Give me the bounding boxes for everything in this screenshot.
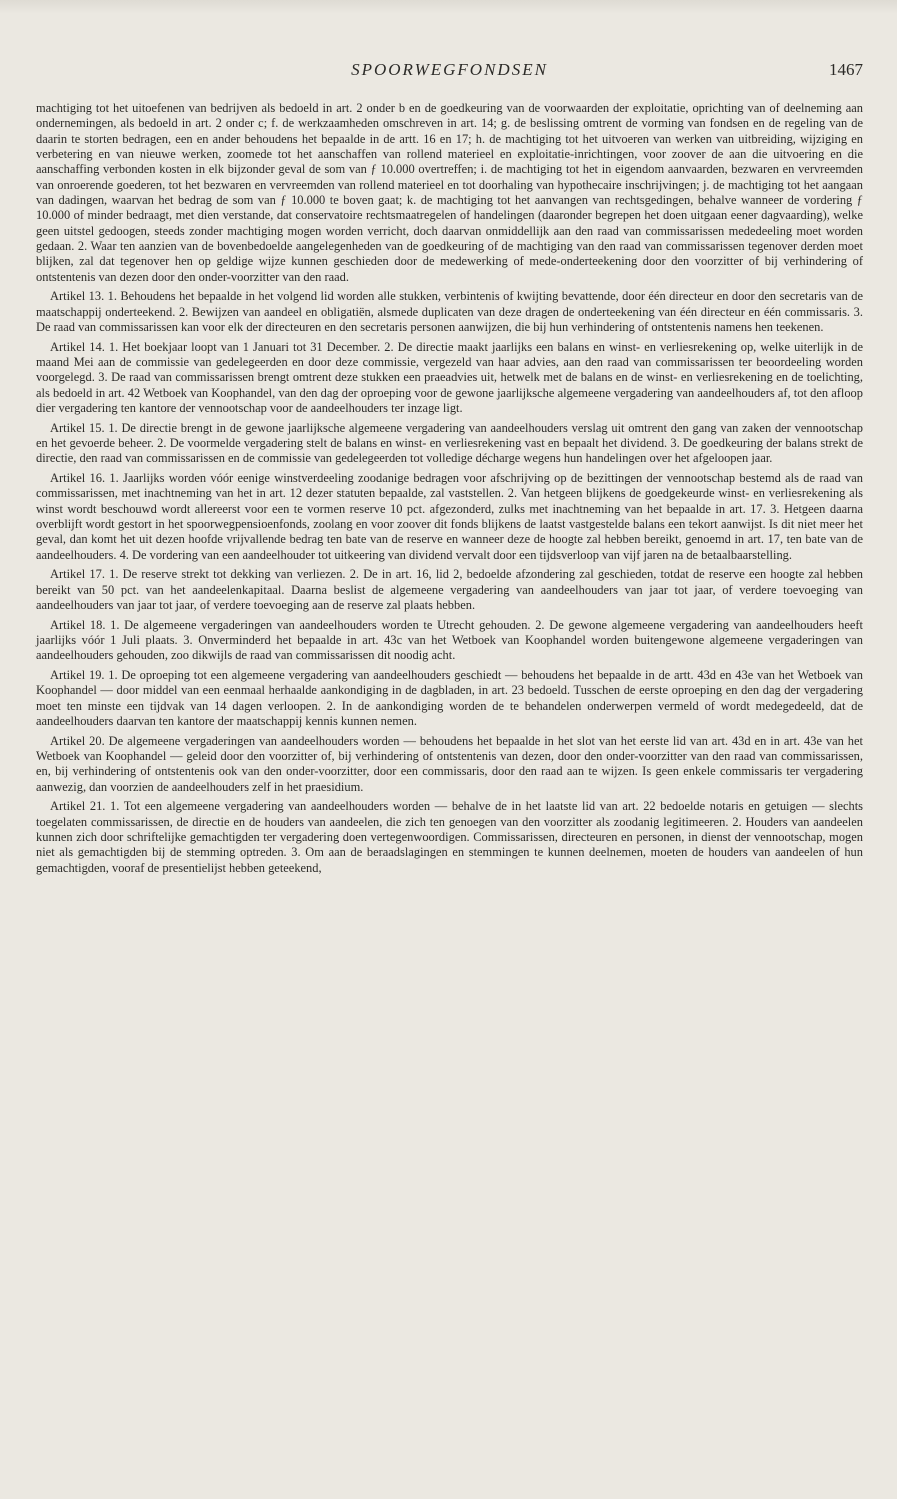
paragraph-artikel-21: Artikel 21. 1. Tot een algemeene vergadering van aandeelhouders worden — behalve de in het laatste lid van art. 22 bedoelde notaris en getuigen — slechts toegelaten commissarissen, de directie en de houders van aandeelen, die zich ten genoegen van den voorzitter als zoodanig legitimeeren. 2. Houders van aandeelen kunnen zich door schriftelijke gemachtigden ter vergadering doen vertegenwoordigen. Commissarissen, directeuren en personen, in dienst der vennootschap, mogen niet als gemachtigden bij de stemming optreden. 3. Om aan de beraadslagingen en stemmingen te kunnen deelnemen, moeten de houders van aandeelen of hun gemachtigden, vooraf de presentielijst hebben geteekend, — [36, 799, 863, 875]
paragraph-artikel-17: Artikel 17. 1. De reserve strekt tot dekking van verliezen. 2. De in art. 16, lid 2, bedoelde afzondering zal geschieden, totdat de reserve een hoogte zal hebben bereikt van 50 pct. van het aandeelenkapitaal. Daarna beslist de algemeene vergadering van aandeelhouders van jaar tot jaar, of verdere toevoeging van aandeelhouders van jaar tot jaar, of verdere toevoeging aan de reserve zal plaats hebben. — [36, 567, 863, 613]
paragraph-artikel-15: Artikel 15. 1. De directie brengt in de gewone jaarlijksche algemeene vergadering van aandeelhouders verslag uit omtrent den gang van zaken der vennootschap en het gevoerde beheer. 2. De voormelde vergadering stelt de balans en winst- en verliesrekening vast en bepaalt het dividend. 3. De goedkeuring der balans strekt de directie, den raad van commissarissen en de commissie van gedelegeerden tot volledige décharge wegens hun handelingen over het afgeloopen jaar. — [36, 420, 863, 466]
paragraph-artikel-16: Artikel 16. 1. Jaarlijks worden vóór eenige winstverdeeling zoodanige bedragen voor afschrijving op de bezittingen der vennootschap bestemd als de raad van commissarissen, met inachtneming van het in art. 12 dezer statuten bepaalde, zal vaststellen. 2. Van hetgeen blijkens de goedgekeurde winst- en verliesrekening als winst wordt beschouwd wordt allereerst voor een te vormen reserve 10 pct. afgezonderd, zulks met inachtneming van het bepaalde in art. 17. 3. Hetgeen daarna overblijft wordt gestort in het spoorwegpensioenfonds, zoolang en voor zoover dit fonds blijkens de laatst vastgestelde balans een tekort aanwijst. Is dit niet meer het geval, dan komt het uit dezen hoofde vrijvallende bedrag ten bate van de reserve en wanneer deze de hoogte zal hebben bereikt, genoemd in art. 17, ten bate van de aandeelhouders. 4. De vordering van een aandeelhouder tot uitkeering van dividend vervalt door een tijdsverloop van vijf jaren na de betaalbaarstelling. — [36, 471, 863, 562]
paragraph-artikel-13: Artikel 13. 1. Behoudens het bepaalde in het volgend lid worden alle stukken, verbintenis of kwijting bevattende, door één directeur en door den secretaris van de maatschappij onderteekend. 2. Bewijzen van aandeel en obligatiën, alsmede duplicaten van deze dragen de onderteekening van één directeur en één commissaris. 3. De raad van commissarissen kan voor elk der directeuren en den secretaris personen aanwijzen, die bij hun verhindering of ontstentenis namens hen teekenen. — [36, 289, 863, 335]
page-number: 1467 — [829, 60, 863, 79]
paragraph-artikel-19: Artikel 19. 1. De oproeping tot een algemeene vergadering van aandeelhouders geschiedt — behoudens het bepaalde in de artt. 43d en 43e van het Wetboek van Koophandel — door middel van een eenmaal herhaalde aankondiging in de dagbladen, in art. 23 bedoeld. Tusschen de eerste oproeping en den dag der vergadering moet ten minste een tijdvak van 14 dagen verloopen. 2. In de aankondiging worden de te behandelen onderwerpen vermeld of wordt medegedeeld, dat de aandeelhouders daarvan ten kantore der maatschappij kennis kunnen nemen. — [36, 668, 863, 729]
paragraph-artikel-14: Artikel 14. 1. Het boekjaar loopt van 1 Januari tot 31 December. 2. De directie maakt jaarlijks een balans en winst- en verliesrekening op, welke uiterlijk in de maand Mei aan de commissie van gedelegeerden en door deze commissie, vergezeld van haar advies, aan den raad van commissarissen ter beoordeeling worden voorgelegd. 3. De raad van commissarissen brengt omtrent deze stukken een praeadvies uit, hetwelk met de balans en de winst- en verliesrekening en de toelichting, als bedoeld in art. 42 Wetboek van Koophandel, van den dag der oproeping voor de gewone jaarlijksche algemeene vergadering van aandeelhouders af, tot den afloop dier vergadering ten kantore der vennootschap voor de aandeelhouders ter inzage ligt. — [36, 339, 863, 416]
paragraph-continuation: machtiging tot het uitoefenen van bedrijven als bedoeld in art. 2 onder b en de goedkeuring van de voorwaarden der exploitatie, oprichting van of deelneming aan ondernemingen, als bedoeld in art. 2 onder c; f. de werkzaamheden omschreven in art. 14; g. de beslissing omtrent de vorming van fondsen en de regeling van de daarin te storten bedragen, een en ander behoudens het bepaalde in de artt. 16 en 17; h. de machtiging tot het uitvoeren van werken van uitbreiding, wijziging en verbetering en van nieuwe werken, zoomede tot het aanschaffen van rollend materieel en exploitatie-inrichtingen, voor zoover de aan die uitvoering en die aanschaffing verbonden kosten in elk bijzonder geval de som van ƒ 10.000 overtreffen; i. de machtiging tot het in eigendom aanvaarden, bezwaren en vervreemden van onroerende goederen, tot het bezwaren en vervreemden van rollend materieel en tot doorhaling van hypothecaire inschrijvingen; j. de machtiging tot het aangaan van dadingen, waarvan het bedrag de som van ƒ 10.000 te boven gaat; k. de machtiging tot het aanvangen van rechtsgedingen, behalve wanneer de vordering ƒ 10.000 of minder bedraagt, met dien verstande, dat conservatoire rechtsmaatregelen of handelingen (daaronder begrepen het doen uitgaan eener dagvaarding), welke geen uitstel gedoogen, steeds zonder machtiging mogen worden verricht, doch daarvan onmiddellijk aan den raad van commissarissen mededeeling moet worden gedaan. 2. Waar ten aanzien van de bovenbedoelde aangelegenheden van de goedkeuring of de machtiging van den raad van commissarissen tegenover derden moet blijken, zal dat tegenover hen op geldige wijze kunnen geschieden door de medewerking of mede-onderteekening door den voorzitter of bij verhindering of ontstentenis van dezen door den onder-voorzitter van den raad. — [36, 101, 863, 284]
body-text — [36, 101, 863, 880]
page-header — [36, 60, 863, 86]
running-title: SPOORWEGFONDSEN — [351, 60, 548, 79]
paragraph-artikel-18: Artikel 18. 1. De algemeene vergaderingen van aandeelhouders worden te Utrecht gehouden. 2. De gewone algemeene vergadering van aandeelhouders heeft jaarlijks vóór 1 Juli plaats. 3. Onverminderd het bepaalde in art. 43c van het Wetboek van Koophandel worden buitengewone algemeene vergaderingen van aandeelhouders gehouden, zoo dikwijls de raad van commissarissen dit noodig acht. — [36, 617, 863, 663]
paragraph-artikel-20: Artikel 20. De algemeene vergaderingen van aandeelhouders worden — behoudens het bepaalde in het slot van het eerste lid van art. 43d en in art. 43e van het Wetboek van Koophandel — geleid door den voorzitter of, bij verhindering of ontstentenis van dezen, door den onder-voorzitter van den raad van commissarissen, en, bij verhindering of ontstentenis ook van den onder-voorzitter, door een commissaris, door den raad aan te wijzen. Is geen enkele commissaris ter vergadering aanwezig, dan voorzien de aandeelhouders zelf in het praesidium. — [36, 733, 863, 794]
